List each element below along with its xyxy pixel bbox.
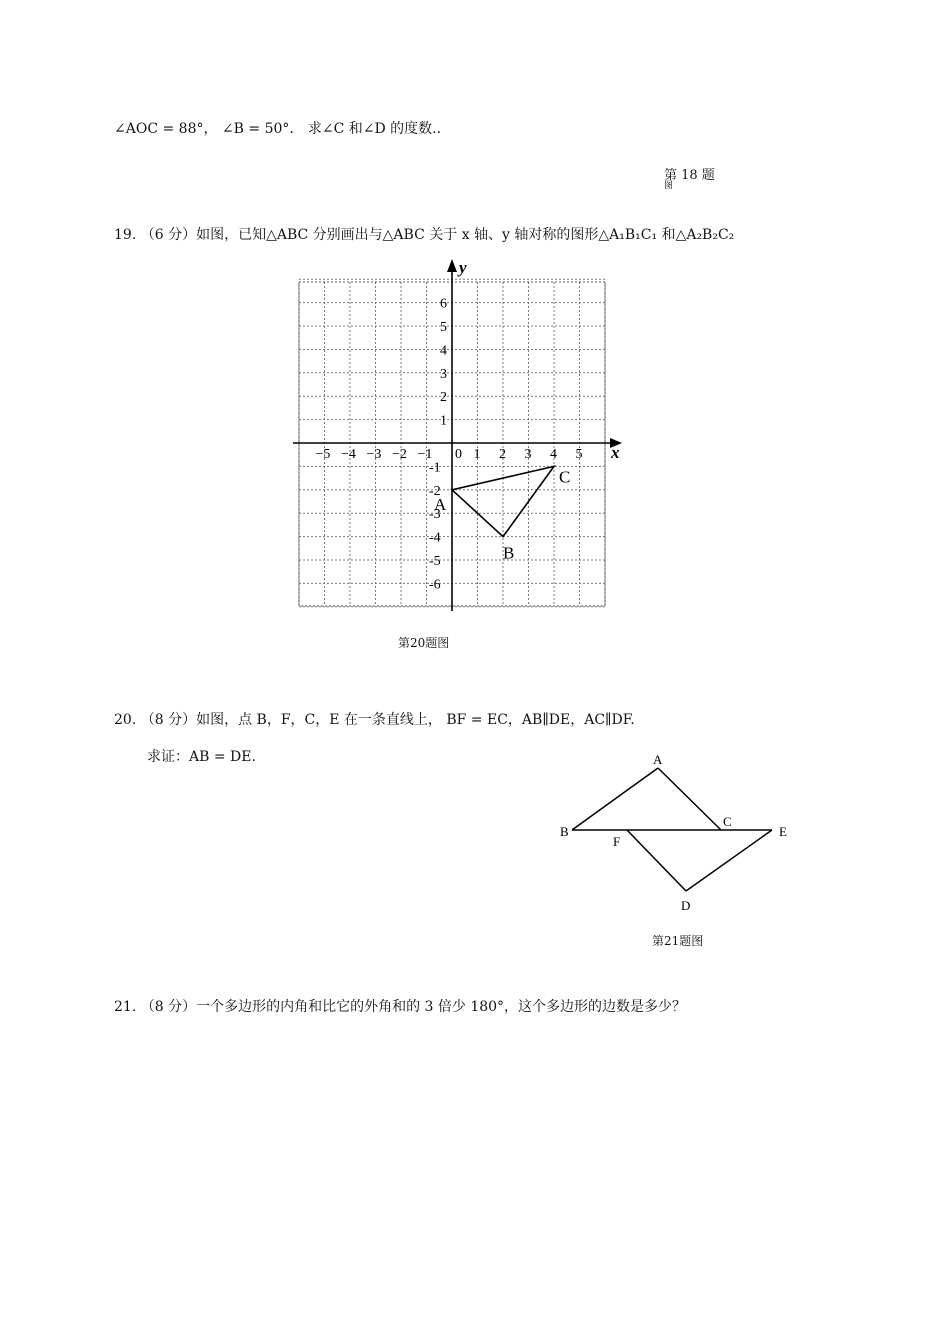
x-tick-label: −3 xyxy=(366,447,382,462)
q19-number: 19. xyxy=(114,227,137,243)
origin-label: 0 xyxy=(455,447,462,462)
q20-number: 20. xyxy=(114,712,137,728)
point-label-d: D xyxy=(681,898,691,913)
x-tick-label: 4 xyxy=(550,447,557,462)
y-tick-label: -5 xyxy=(429,554,441,569)
x-tick-label: −2 xyxy=(392,447,407,462)
y-tick-label: 2 xyxy=(440,390,447,406)
q18-caption: 第 18 题 xyxy=(664,168,715,183)
y-tick-label: -2 xyxy=(429,483,441,499)
q20-figure-caption: 第21题图 xyxy=(652,934,704,948)
segment-ba xyxy=(572,768,658,830)
x-tick-label: 5 xyxy=(575,447,583,462)
point-label-b: B xyxy=(560,824,569,839)
y-tick-label: -1 xyxy=(429,460,441,476)
point-label-f: F xyxy=(613,834,621,849)
y-tick-label: 3 xyxy=(440,366,447,382)
y-tick-label: 4 xyxy=(440,343,447,359)
segment-ac xyxy=(658,768,721,830)
x-tick-label: 2 xyxy=(499,447,506,462)
y-axis-arrow xyxy=(447,259,457,272)
q20-line xyxy=(114,709,635,729)
vertex-label-c: C xyxy=(559,467,571,487)
x-axis-label: x xyxy=(611,443,620,462)
point-label-e: E xyxy=(779,824,787,839)
y-tick-label: 5 xyxy=(440,320,447,335)
x-tick-label: −4 xyxy=(341,447,356,462)
triangle-labels xyxy=(434,467,570,562)
y-tick-label: -3 xyxy=(429,507,441,523)
q20-prove: 求证：AB = DE. xyxy=(147,749,256,765)
point-label-c: C xyxy=(723,814,732,829)
q19-figure-caption: 第20题图 xyxy=(398,636,450,650)
q18-caption-sub: 图 xyxy=(664,181,674,191)
q20-figure xyxy=(0,740,950,970)
y-tick-label: 1 xyxy=(440,413,447,429)
q21-line xyxy=(114,996,686,1016)
y-tick-labels xyxy=(429,297,447,593)
vertex-label-b: B xyxy=(503,543,515,563)
segment-de xyxy=(686,830,772,891)
point-label-a: A xyxy=(653,752,663,767)
y-tick-label: 6 xyxy=(440,296,447,312)
x-tick-label: −5 xyxy=(315,447,331,462)
y-tick-label: -4 xyxy=(429,530,441,546)
segment-fd xyxy=(627,830,686,891)
q19-text: （6 分）如图，已知△ABC 分别画出与△ABC 关于 x 轴、y 轴对称的图形△A₁B₁C₁ 和△A₂B₂C₂ xyxy=(140,227,735,243)
coordinate-grid-figure xyxy=(0,0,950,640)
x-tick-label: 1 xyxy=(473,447,481,462)
y-axis-label: y xyxy=(459,258,467,277)
q18-text: ∠AOC = 88°， ∠B = 50°． 求∠C 和∠D 的度数.. xyxy=(114,121,442,137)
x-tick-labels xyxy=(316,447,583,462)
x-tick-label: −1 xyxy=(417,447,433,462)
y-tick-label: -6 xyxy=(429,577,441,593)
q21-text: （8 分）一个多边形的内角和比它的外角和的 3 倍少 180°，这个多边形的边数是多少？ xyxy=(140,999,687,1015)
q20-text: （8 分）如图，点 B，F，C，E 在一条直线上， BF = EC，AB∥DE，AC∥DF. xyxy=(140,712,635,728)
x-tick-label: 3 xyxy=(524,447,532,462)
q21-number: 21. xyxy=(114,999,137,1015)
vertex-label-a: A xyxy=(434,494,447,514)
